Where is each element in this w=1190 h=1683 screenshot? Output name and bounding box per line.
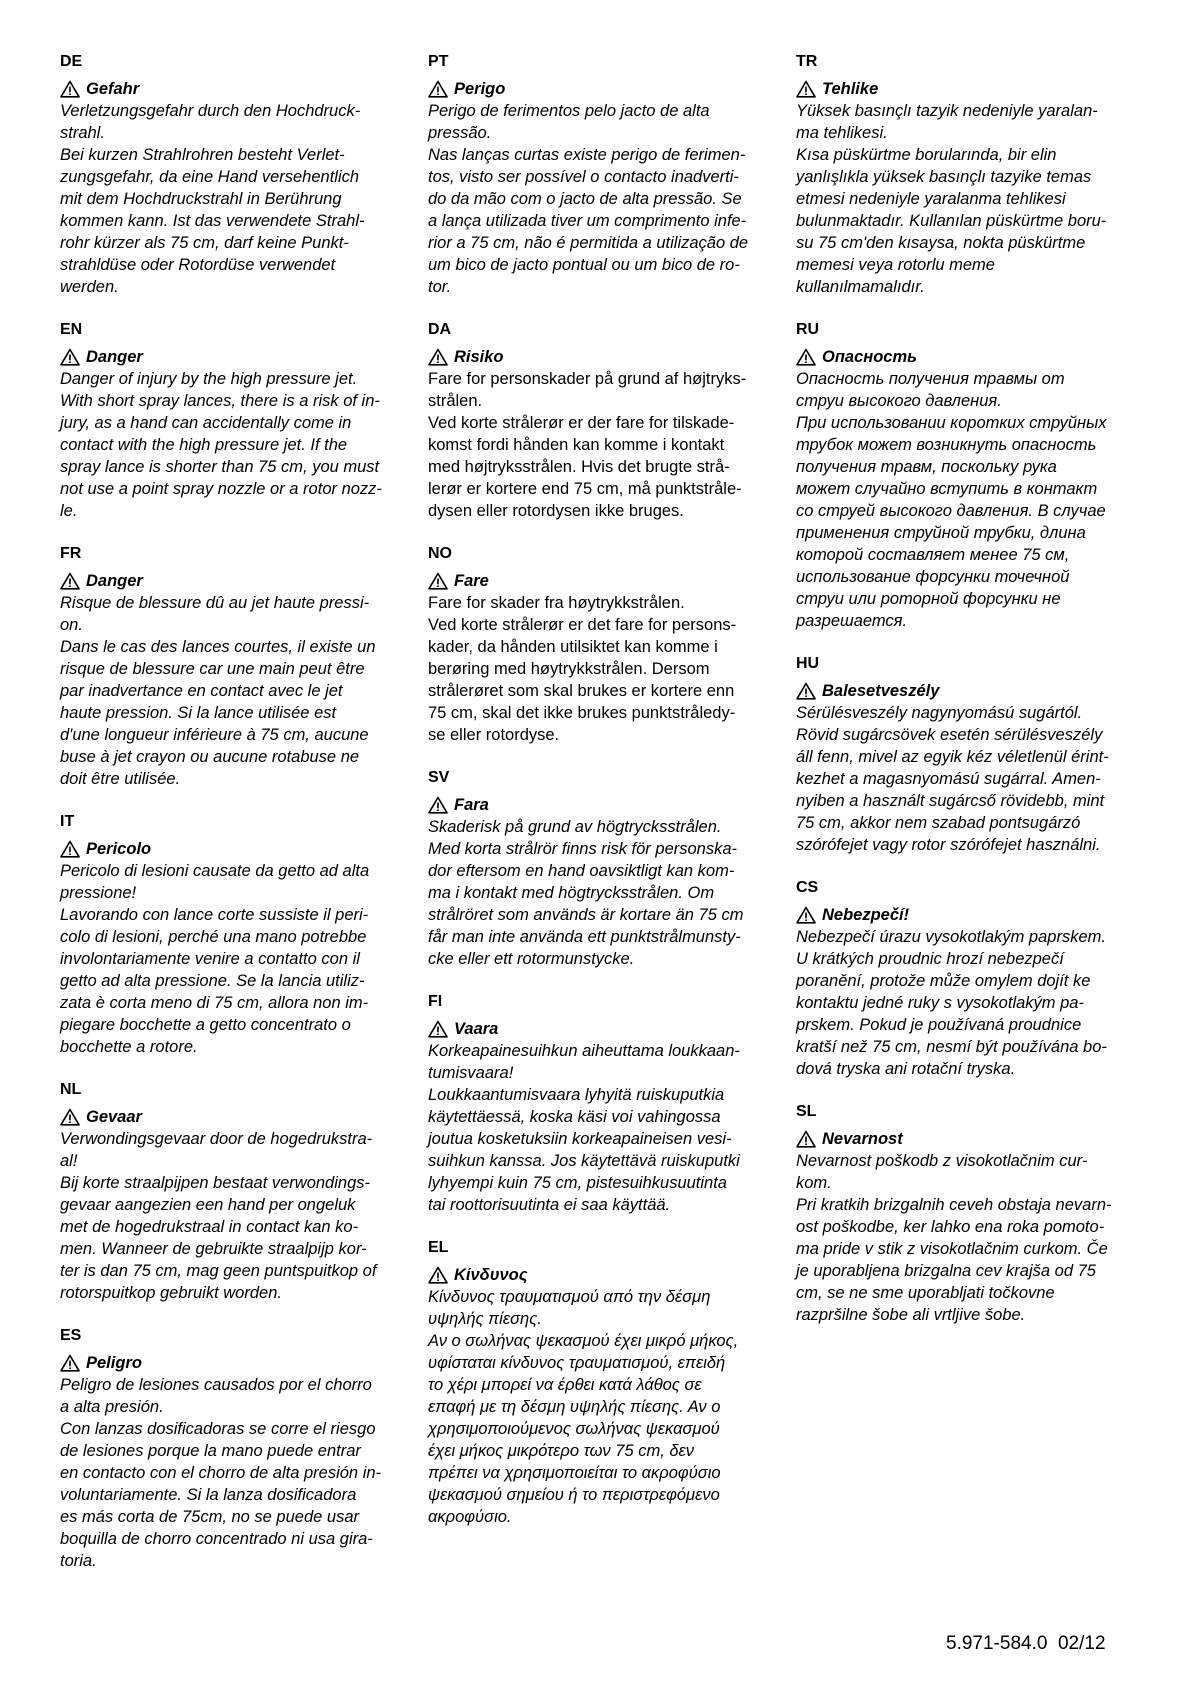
warning-title: Fara [454, 796, 489, 814]
warning-title: Gefahr [86, 80, 140, 98]
section-sv [428, 768, 768, 970]
warning-text: Verletzungsgefahr durch den Hochdruck- strahl. Bei kurzen Strahlrohren besteht Verlet- zungsgefahr, da eine Hand versehentlich mit dem Hochdruckstrahl in Berührung kommen kann. Ist das verwendete Strahl- rohr kürzer als 75 cm, darf keine Punkt- strahldüse oder Rotordüse verwendet werden. [60, 102, 365, 296]
column-1 [60, 52, 400, 1594]
warning-title: Danger [86, 572, 143, 590]
language-code: SV [428, 769, 450, 786]
section-it [60, 812, 400, 1058]
section-da [428, 320, 768, 522]
warning-triangle-icon [796, 682, 816, 700]
warning-title: Опасность [822, 348, 917, 366]
warning-heading [428, 570, 768, 592]
warning-title: Perigo [454, 80, 506, 98]
language-code: IT [60, 813, 75, 830]
warning-heading [60, 838, 400, 860]
column-3 [796, 52, 1146, 1348]
warning-heading [60, 1352, 400, 1374]
warning-text: Verwondingsgevaar door de hogedrukstra- al! Bij korte straalpijpen bestaat verwondings- gevaar aangezien een hand per ongeluk met de hogedrukstraal in contact kan ko- men. Wanneer de gebruikte straalpijp kor- ter is dan 75 cm, mag geen puntspuitkop of rotorspuitkop gebruikt worden. [60, 1130, 377, 1302]
language-code: PT [428, 53, 449, 70]
section-en [60, 320, 400, 522]
warning-heading [796, 680, 1146, 702]
column-2 [428, 52, 768, 1550]
warning-heading [428, 1264, 768, 1286]
warning-triangle-icon [428, 1020, 448, 1038]
section-hu [796, 654, 1146, 856]
section-de [60, 52, 400, 298]
section-ru [796, 320, 1146, 632]
warning-heading [60, 78, 400, 100]
warning-triangle-icon [60, 80, 80, 98]
document-footer [946, 1632, 1106, 1656]
warning-heading [60, 1106, 400, 1128]
warning-triangle-icon [60, 572, 80, 590]
section-es [60, 1326, 400, 1572]
warning-title: Nevarnost [822, 1130, 903, 1148]
warning-triangle-icon [796, 1130, 816, 1148]
warning-text: Skaderisk på grund av högtrycksstrålen. Med korta strålrör finns risk för personska- dor eftersom en hand oavsiktligt kan kom- ma i kontakt med högtrycksstrålen. Om strålröret som används är kortare än 75 cm får man inte använda ett punktstrålmunsty- cke eller ett rotormunstycke. [428, 818, 744, 968]
section-no [428, 544, 768, 746]
language-code: SL [796, 1103, 817, 1120]
warning-heading [796, 78, 1146, 100]
warning-triangle-icon [796, 80, 816, 98]
warning-heading [796, 1128, 1146, 1150]
warning-text: Fare for skader fra høytrykkstrålen. Ved korte strålerør er det fare for persons- kader, da hånden utilsiktet kan komme i berøring med høytrykkstrålen. Dersom strålerøret som skal brukes er kortere enn 75 cm, skal det ikke brukes punktstråledy- se eller rotordyse. [428, 594, 737, 744]
language-code: EL [428, 1239, 449, 1256]
language-code: DA [428, 321, 452, 338]
section-el [428, 1238, 768, 1528]
warning-heading [60, 570, 400, 592]
warning-heading [428, 78, 768, 100]
language-code: CS [796, 879, 819, 896]
warning-text: Perigo de ferimentos pelo jacto de alta pressão. Nas lanças curtas existe perigo de ferimen- tos, visto ser possível o contacto inadverti- do da mão com o jacto de alta pressão. Se a lança utilizada tiver um comprimento infe- rior a 75 cm, não é permitida a utilização de um bico de jacto pontual ou um bico de ro- tor. [428, 102, 749, 296]
section-fi [428, 992, 768, 1216]
document-date: 02/12 [1057, 1633, 1106, 1654]
language-code: FI [428, 993, 443, 1010]
warning-title: Risiko [454, 348, 504, 366]
warning-heading [428, 794, 768, 816]
warning-triangle-icon [428, 572, 448, 590]
warning-triangle-icon [60, 1354, 80, 1372]
warning-title: Tehlike [822, 80, 879, 98]
section-cs [796, 878, 1146, 1080]
warning-text: Yüksek basınçlı tazyik nedeniyle yaralan- ma tehlikesi. Kısa püskürtme borularında, bir elin yanlışlıkla yüksek basınçlı tazyike temas etmesi nedeniyle yaralanma tehlikesi bulunmaktadır. Kullanılan püskürtme boru- su 75 cm'den kısaysa, nokta püskürtme memesi veya rotorlu meme kullanılmamalıdır. [796, 102, 1107, 296]
language-code: EN [60, 321, 83, 338]
warning-heading [796, 346, 1146, 368]
document-number: 5.971-584.0 [946, 1633, 1048, 1654]
language-code: TR [796, 53, 818, 70]
language-code: NL [60, 1081, 82, 1098]
warning-heading [60, 346, 400, 368]
warning-triangle-icon [796, 348, 816, 366]
section-nl [60, 1080, 400, 1304]
warning-heading [796, 904, 1146, 926]
section-pt [428, 52, 768, 298]
warning-triangle-icon [796, 906, 816, 924]
language-code: DE [60, 53, 83, 70]
language-code: ES [60, 1327, 82, 1344]
warning-triangle-icon [60, 1108, 80, 1126]
language-code: NO [428, 545, 452, 562]
warning-triangle-icon [60, 348, 80, 366]
warning-triangle-icon [428, 1266, 448, 1284]
warning-text: Risque de blessure dû au jet haute pressi- on. Dans le cas des lances courtes, il existe un risque de blessure car une main peut être par inadvertance en contact avec le jet haute pression. Si la lance utilisée est d'une longueur inférieure à 75 cm, aucune buse à jet crayon ou aucune rotabuse ne doit être utilisée. [60, 594, 376, 788]
warning-heading [428, 1018, 768, 1040]
warning-title: Fare [454, 572, 489, 590]
warning-heading [428, 346, 768, 368]
warning-title: Peligro [86, 1354, 142, 1372]
warning-triangle-icon [428, 348, 448, 366]
section-sl [796, 1102, 1146, 1326]
warning-triangle-icon [60, 840, 80, 858]
warning-text: Danger of injury by the high pressure jet. With short spray lances, there is a risk of in- jury, as a hand can accidentally come in contact with the high pressure jet. If the spray lance is shorter than 75 cm, you must not use a point spray nozzle or a rotor nozz- le. [60, 370, 382, 520]
warning-text: Κίνδυνος τραυματισμού από την δέσμη υψηλής πίεσης. Αν ο σωλήνας ψεκασμού έχει μικρό μήκος, υφίσταται κίνδυνος τραυματισμού, επειδή το χέρι μπορεί να έρθει κατά λάθος σε επαφή με τη δέσμη υψηλής πίεσης. Αν ο χρησιμοποιούμενος σωλήνας ψεκασμού έχει μήκος μικρότερο των 75 cm, δεν πρέπει να χρησιμοποιείται το ακροφύσιο ψεκασμού σημείου ή το περιστρεφόμενο ακροφύσιο. [428, 1288, 739, 1526]
warning-text: Sérülésveszély nagynyomású sugártól. Rövid sugárcsövek esetén sérülésveszély áll fenn, mivel az egyik kéz véletlenül érint- kezhet a magasnyomású sugárral. Amen- nyiben a használt sugárcső rövidebb, mint 75 cm, akkor nem szabad pontsugárzó szórófejet vagy rotor szórófejet használni. [796, 704, 1109, 854]
warning-title: Nebezpečí! [822, 906, 910, 924]
warning-text: Nevarnost poškodb z visokotlačnim cur- kom. Pri kratkih brizgalnih ceveh obstaja nevarn- ost poškodbe, ker lahko ena roka pomoto- ma pride v stik z visokotlačnim curkom. Če je uporabljena brizgalna cev krajša od 75 cm, se ne sme uporabljati točkovne razpršilne šobe ali vrtljive šobe. [796, 1152, 1112, 1324]
language-code: FR [60, 545, 82, 562]
warning-title: Danger [86, 348, 143, 366]
warning-text: Korkeapainesuihkun aiheuttama loukkaan- tumisvaara! Loukkaantumisvaara lyhyitä ruiskuputkia käytettäessä, koska käsi voi vahingossa joutua kosketuksiin korkeapaineisen vesi- suihkun kanssa. Jos käytettävä ruiskuputki lyhyempi kuin 75 cm, pistesuihkusuutinta tai roottorisuutinta ei saa käyttää. [428, 1042, 740, 1214]
warning-text: Nebezpečí úrazu vysokotlakým paprskem. U krátkých proudnic hrozí nebezpečí poranění, protože může omylem dojít ke kontaktu jedné ruky s vysokotlakým pa- prskem. Pokud je používaná proudnice kratší než 75 cm, nesmí být používána bo- dová tryska ani rotační tryska. [796, 928, 1107, 1078]
warning-title: Vaara [454, 1020, 499, 1038]
warning-text: Fare for personskader på grund af højtryks- strålen. Ved korte strålerør er der fare for tilskade- komst fordi hånden kan komme i kontakt med højtryksstrålen. Hvis det brugte strå- lerør er kortere end 75 cm, må punktstråle- dysen eller rotordysen ikke bruges. [428, 370, 747, 520]
warning-title: Balesetveszély [822, 682, 940, 700]
warning-title: Gevaar [86, 1108, 142, 1126]
section-fr [60, 544, 400, 790]
warning-title: Κίνδυνος [454, 1266, 528, 1284]
section-tr [796, 52, 1146, 298]
language-code: HU [796, 655, 820, 672]
warning-triangle-icon [428, 80, 448, 98]
language-code: RU [796, 321, 820, 338]
warning-text: Pericolo di lesioni causate da getto ad alta pressione! Lavorando con lance corte sussiste il peri- colo di lesioni, perché una mano potrebbe involontariamente venire a contatto con il getto ad alta pressione. Se la lancia utiliz- zata è corta meno di 75 cm, allora non im- piegare bocchette a getto concentrato o bocchette a rotore. [60, 862, 370, 1056]
warning-text: Опасность получения травмы от струи высокого давления. При использовании коротких струйных трубок может возникнуть опасность получения травм, поскольку рука может случайно вступить в контакт со струей высокого давления. В случае применения струйной трубки, длина которой составляет менее 75 см, использование форсунки точечной струи или роторной форсунки не разрешается. [796, 370, 1107, 630]
warning-text: Peligro de lesiones causados por el chorro a alta presión. Con lanzas dosificadoras se corre el riesgo de lesiones porque la mano puede entrar en contacto con el chorro de alta presión in- voluntariamente. Si la lanza dosificadora es más corta de 75cm, no se puede usar boquilla de chorro concentrado ni usa gira- toria. [60, 1376, 382, 1570]
warning-triangle-icon [428, 796, 448, 814]
warning-title: Pericolo [86, 840, 152, 858]
